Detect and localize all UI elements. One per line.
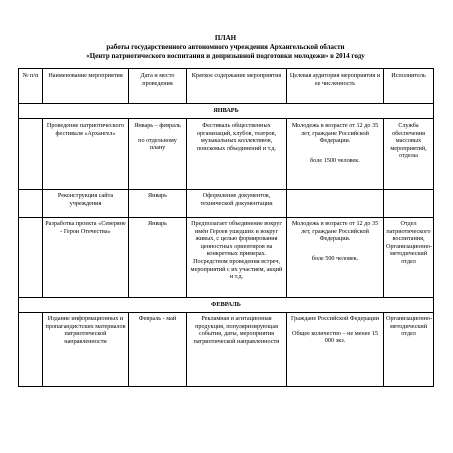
header-audience: Целевая аудитория мероприятия и ее численность: [287, 69, 384, 104]
cell-num: [19, 190, 43, 218]
date-line-2: по отдельному плану: [138, 136, 177, 152]
date-line-1: Январь – февраль: [134, 122, 181, 129]
cell-audience: [287, 190, 384, 218]
audience-line-1: Молодежь в возрасте от 12 до 35 лет, граждане Российской Федерации.: [291, 220, 379, 243]
section-label-february: ФЕВРАЛЬ: [19, 298, 434, 313]
cell-audience: [287, 119, 384, 190]
cell-date: [129, 119, 187, 190]
table-header-row: [19, 69, 434, 104]
section-row-january: [19, 104, 434, 119]
table-row: [19, 119, 434, 190]
audience-line-1: Молодежь в возрасте от 12 до 35 лет, граждане Российской Федерации.: [291, 122, 379, 145]
cell-executor: Организационно-методический отдел: [384, 313, 434, 387]
header-date: Дата и место проведения: [129, 69, 187, 104]
cell-num: [19, 313, 43, 387]
audience-line-1: Граждане Российской Федерации: [290, 315, 380, 322]
section-row-february: [19, 298, 434, 313]
cell-executor: Служба обеспечения массовых мероприятий, отделы: [384, 119, 434, 190]
cell-name: Издание информационных и пропагандистских материалов патриотической направленности: [43, 313, 129, 387]
cell-content: Рекламная и агитационная продукция, популяризирующая события, даты, мероприятия патриотической направленности: [187, 313, 287, 387]
audience-line-2: Общее количество – не менее 15 000 экз.: [292, 329, 378, 345]
cell-name: Реконструкция сайта учреждения: [43, 190, 129, 218]
cell-executor: [384, 190, 434, 218]
cell-name: Разработка проекта «Северяне - Герои Отечества»: [43, 218, 129, 298]
section-label-january: ЯНВАРЬ: [19, 104, 434, 119]
header-executor: Исполнитель: [384, 69, 434, 104]
table-row: [19, 190, 434, 218]
cell-date: Январь: [129, 190, 187, 218]
table-row: [19, 313, 434, 387]
cell-num: [19, 119, 43, 190]
cell-name: Проведение патриотического фестиваля «Архангел»: [43, 119, 129, 190]
cell-audience: [287, 313, 384, 387]
cell-executor: Отдел патриотического воспитания, Организационно-методический отдел: [384, 218, 434, 298]
title-line-3: «Центр патриотического воспитания и допризывной подготовки молодежи» в 2014 году: [86, 52, 365, 60]
cell-audience: [287, 218, 384, 298]
cell-date: Январь: [129, 218, 187, 298]
header-num: № п/п: [19, 69, 43, 104]
cell-content: Предполагает объединение вокруг имён Героев ушедших и вокруг живых, с целью формирования ценностных ориентиров на конкретных примерах. Посредством проведения встреч, мероприятий с их участием, акций и т.д.: [187, 218, 287, 298]
title-line-1: ПЛАН: [214, 34, 237, 42]
cell-content: Фестиваль общественных организаций, клубов, театров, музыкальных коллективов, поисковых объединений и т.д.: [187, 119, 287, 190]
audience-line-2: боле 1500 человек.: [310, 156, 360, 164]
header-name: Наименование мероприятия: [43, 69, 129, 104]
cell-date: Февраль - май: [129, 313, 187, 387]
cell-content: Оформление документов, технической документации: [187, 190, 287, 218]
table-row: [19, 218, 434, 298]
title-line-2: работы государственного автономного учреждения Архангельской области: [106, 43, 345, 51]
plan-table: [18, 68, 434, 387]
document-title: [18, 34, 433, 61]
cell-num: [19, 218, 43, 298]
audience-line-2: боле 500 человек.: [311, 254, 359, 262]
header-content: Краткое содержание мероприятия: [187, 69, 287, 104]
